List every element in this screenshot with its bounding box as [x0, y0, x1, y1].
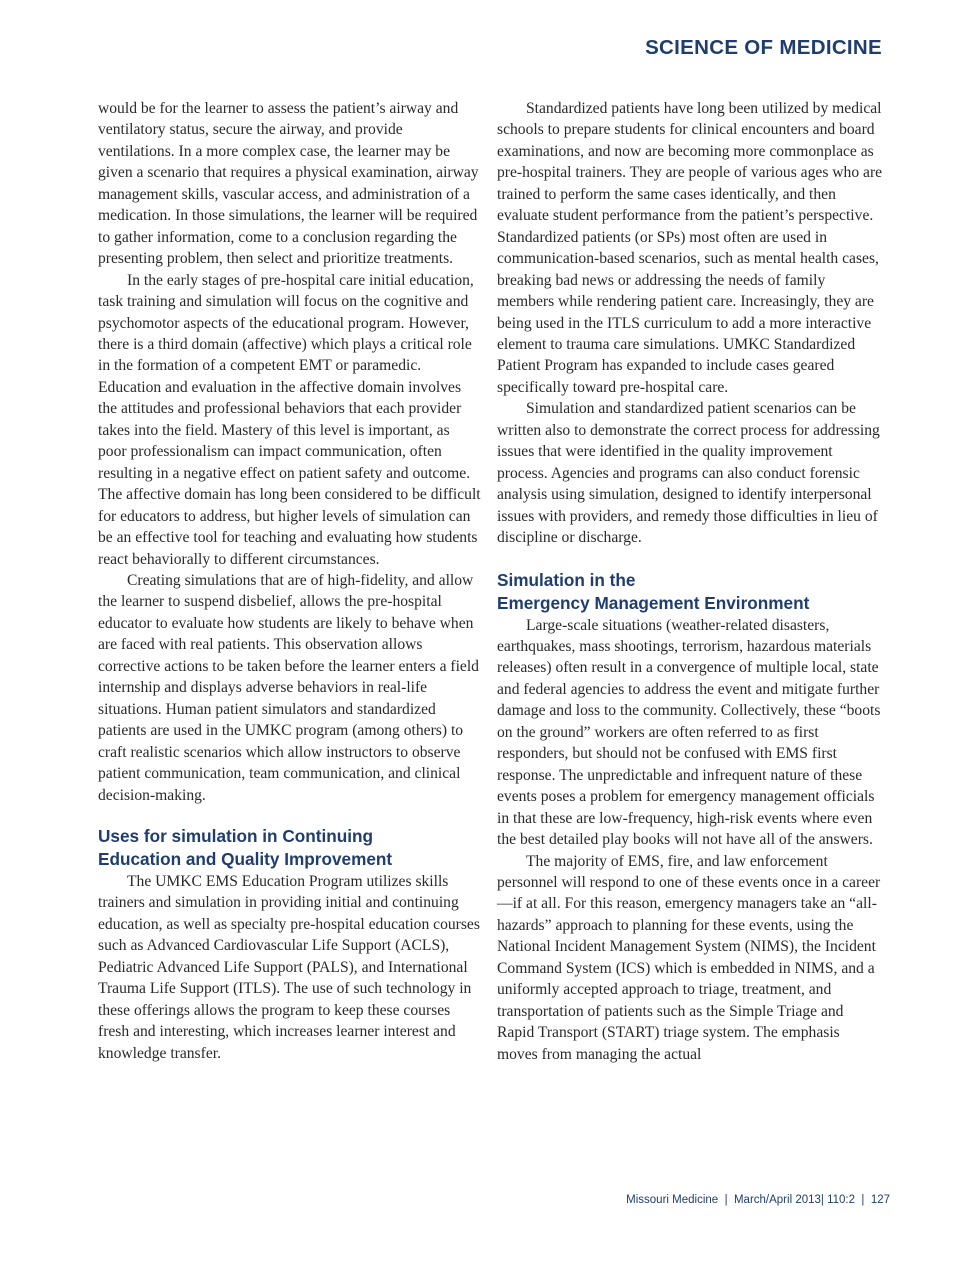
footer-issue: March/April 2013: [733, 1194, 821, 1206]
right-column: [497, 98, 883, 1065]
heading-line: Uses for simulation in Continuing: [98, 825, 373, 846]
section-heading-emergency-management: [497, 569, 883, 615]
paragraph: Large-scale situations (weather-related disasters, earthquakes, mass shootings, terrorism, hazardous materials releases) often result in a convergence of multiple local, state and federal agencies to address the event and mitigate further damage and loss to the community. Collectively, these “boots on the ground” workers are often referred to as first responders, but should not be confused with EMS first response. The unpredictable and infrequent nature of these events poses a problem for emergency management officials in that these are low-frequency, high-risk events where even the best detailed play books will not have all of the answers.: [497, 616, 881, 849]
heading-line: Simulation in the: [497, 569, 636, 590]
paragraph: would be for the learner to assess the patient’s airway and ventilatory status, secure the airway, and provide ventilations. In a more complex case, the learner may be given a scenario that requires a physical examination, airway management skills, vascular access, and administration of a medication. In those simulations, the learner will be required to gather information, come to a conclusion regarding the presenting problem, then select and prioritize treatments.: [98, 100, 479, 268]
paragraph: Standardized patients have long been utilized by medical schools to prepare students for clinical encounters and board examinations, and now are becoming more commonplace as pre-hospital trainers. They are people of various ages who are trained to perform the same cases identically, and then evaluate student performance from the patient’s perspective. Standardized patients (or SPs) most often are used in communication-based scenarios, such as mental health cases, breaking bad news or addressing the needs of family members while rendering patient care. Increasingly, they are being used in the ITLS curriculum to add a more interactive element to trauma care simulations. UMKC Standardized Patient Program has expanded to include cases geared specifically toward pre-hospital care.: [497, 100, 883, 396]
paragraph: In the early stages of pre-hospital care initial education, task training and simulation will focus on the cognitive and psychomotor aspects of the educational program. However, there is a third domain (affective) which plays a critical role in the formation of a competent EMT or paramedic. Education and evaluation in the affective domain involves the attitudes and professional behaviors that each provider takes into the field. Mastery of this level is important, as poor professionalism can impact communication, often resulting in a negative effect on patient safety and outcome. The affective domain has long been considered to be difficult for educators to address, but higher levels of simulation can be an effective tool for teaching and evaluating how students react behaviorally to different circumstances.: [98, 271, 481, 568]
paragraph: Simulation and standardized patient scenarios can be written also to demonstrate the correct process for addressing issues that were identified in the quality improvement process. Agencies and programs can also conduct forensic analysis using simulation, designed to identify interpersonal issues with providers, and remedy those difficulties in lieu of discipline or discharge.: [497, 400, 880, 547]
page-footer: Missouri Medicine | March/April 2013| 110:2 | 127: [626, 1194, 890, 1206]
paragraph: Creating simulations that are of high-fidelity, and allow the learner to suspend disbelief, allows the pre-hospital educator to evaluate how students are likely to behave when are faced with real patients. This observation allows corrective actions to be taken before the learner enters a field internship and displays adverse behaviors in real-life situations. Human patient simulators and standardized patients are used in the UMKC program (among others) to craft realistic scenarios which allow instructors to observe patient communication, team communication, and clinical decision-making.: [98, 571, 479, 804]
paragraph: The UMKC EMS Education Program utilizes skills trainers and simulation in providing initial and continuing education, as well as specialty pre-hospital education courses such as Advanced Cardiovascular Life Support (ACLS), Pediatric Advanced Life Support (PALS), and International Trauma Life Support (ITLS). The use of such technology in these offerings allows the program to keep these courses fresh and interesting, which increases learner interest and knowledge transfer.: [98, 872, 480, 1062]
heading-line: Emergency Management Environment: [497, 592, 810, 613]
page-number: 127: [870, 1194, 890, 1206]
left-column: [98, 98, 482, 1064]
paragraph: The majority of EMS, fire, and law enforcement personnel will respond to one of these events once in a career—if at all. For this reason, emergency managers take an “all-hazards” approach to planning for these events, using the National Incident Management System (NIMS), the Incident Command System (ICS) which is embedded in NIMS, and a uniformly accepted approach to triage, treatment, and transportation of patients such as the Simple Triage and Rapid Transport (START) triage system. The emphasis moves from managing the actual: [497, 852, 881, 1063]
footer-journal: Missouri Medicine: [626, 1194, 719, 1206]
section-heading-uses-for-simulation: [98, 825, 482, 871]
section-title: SCIENCE OF MEDICINE: [645, 36, 882, 59]
footer-volume: 110:2: [827, 1194, 856, 1206]
heading-line: Education and Quality Improvement: [98, 848, 393, 869]
